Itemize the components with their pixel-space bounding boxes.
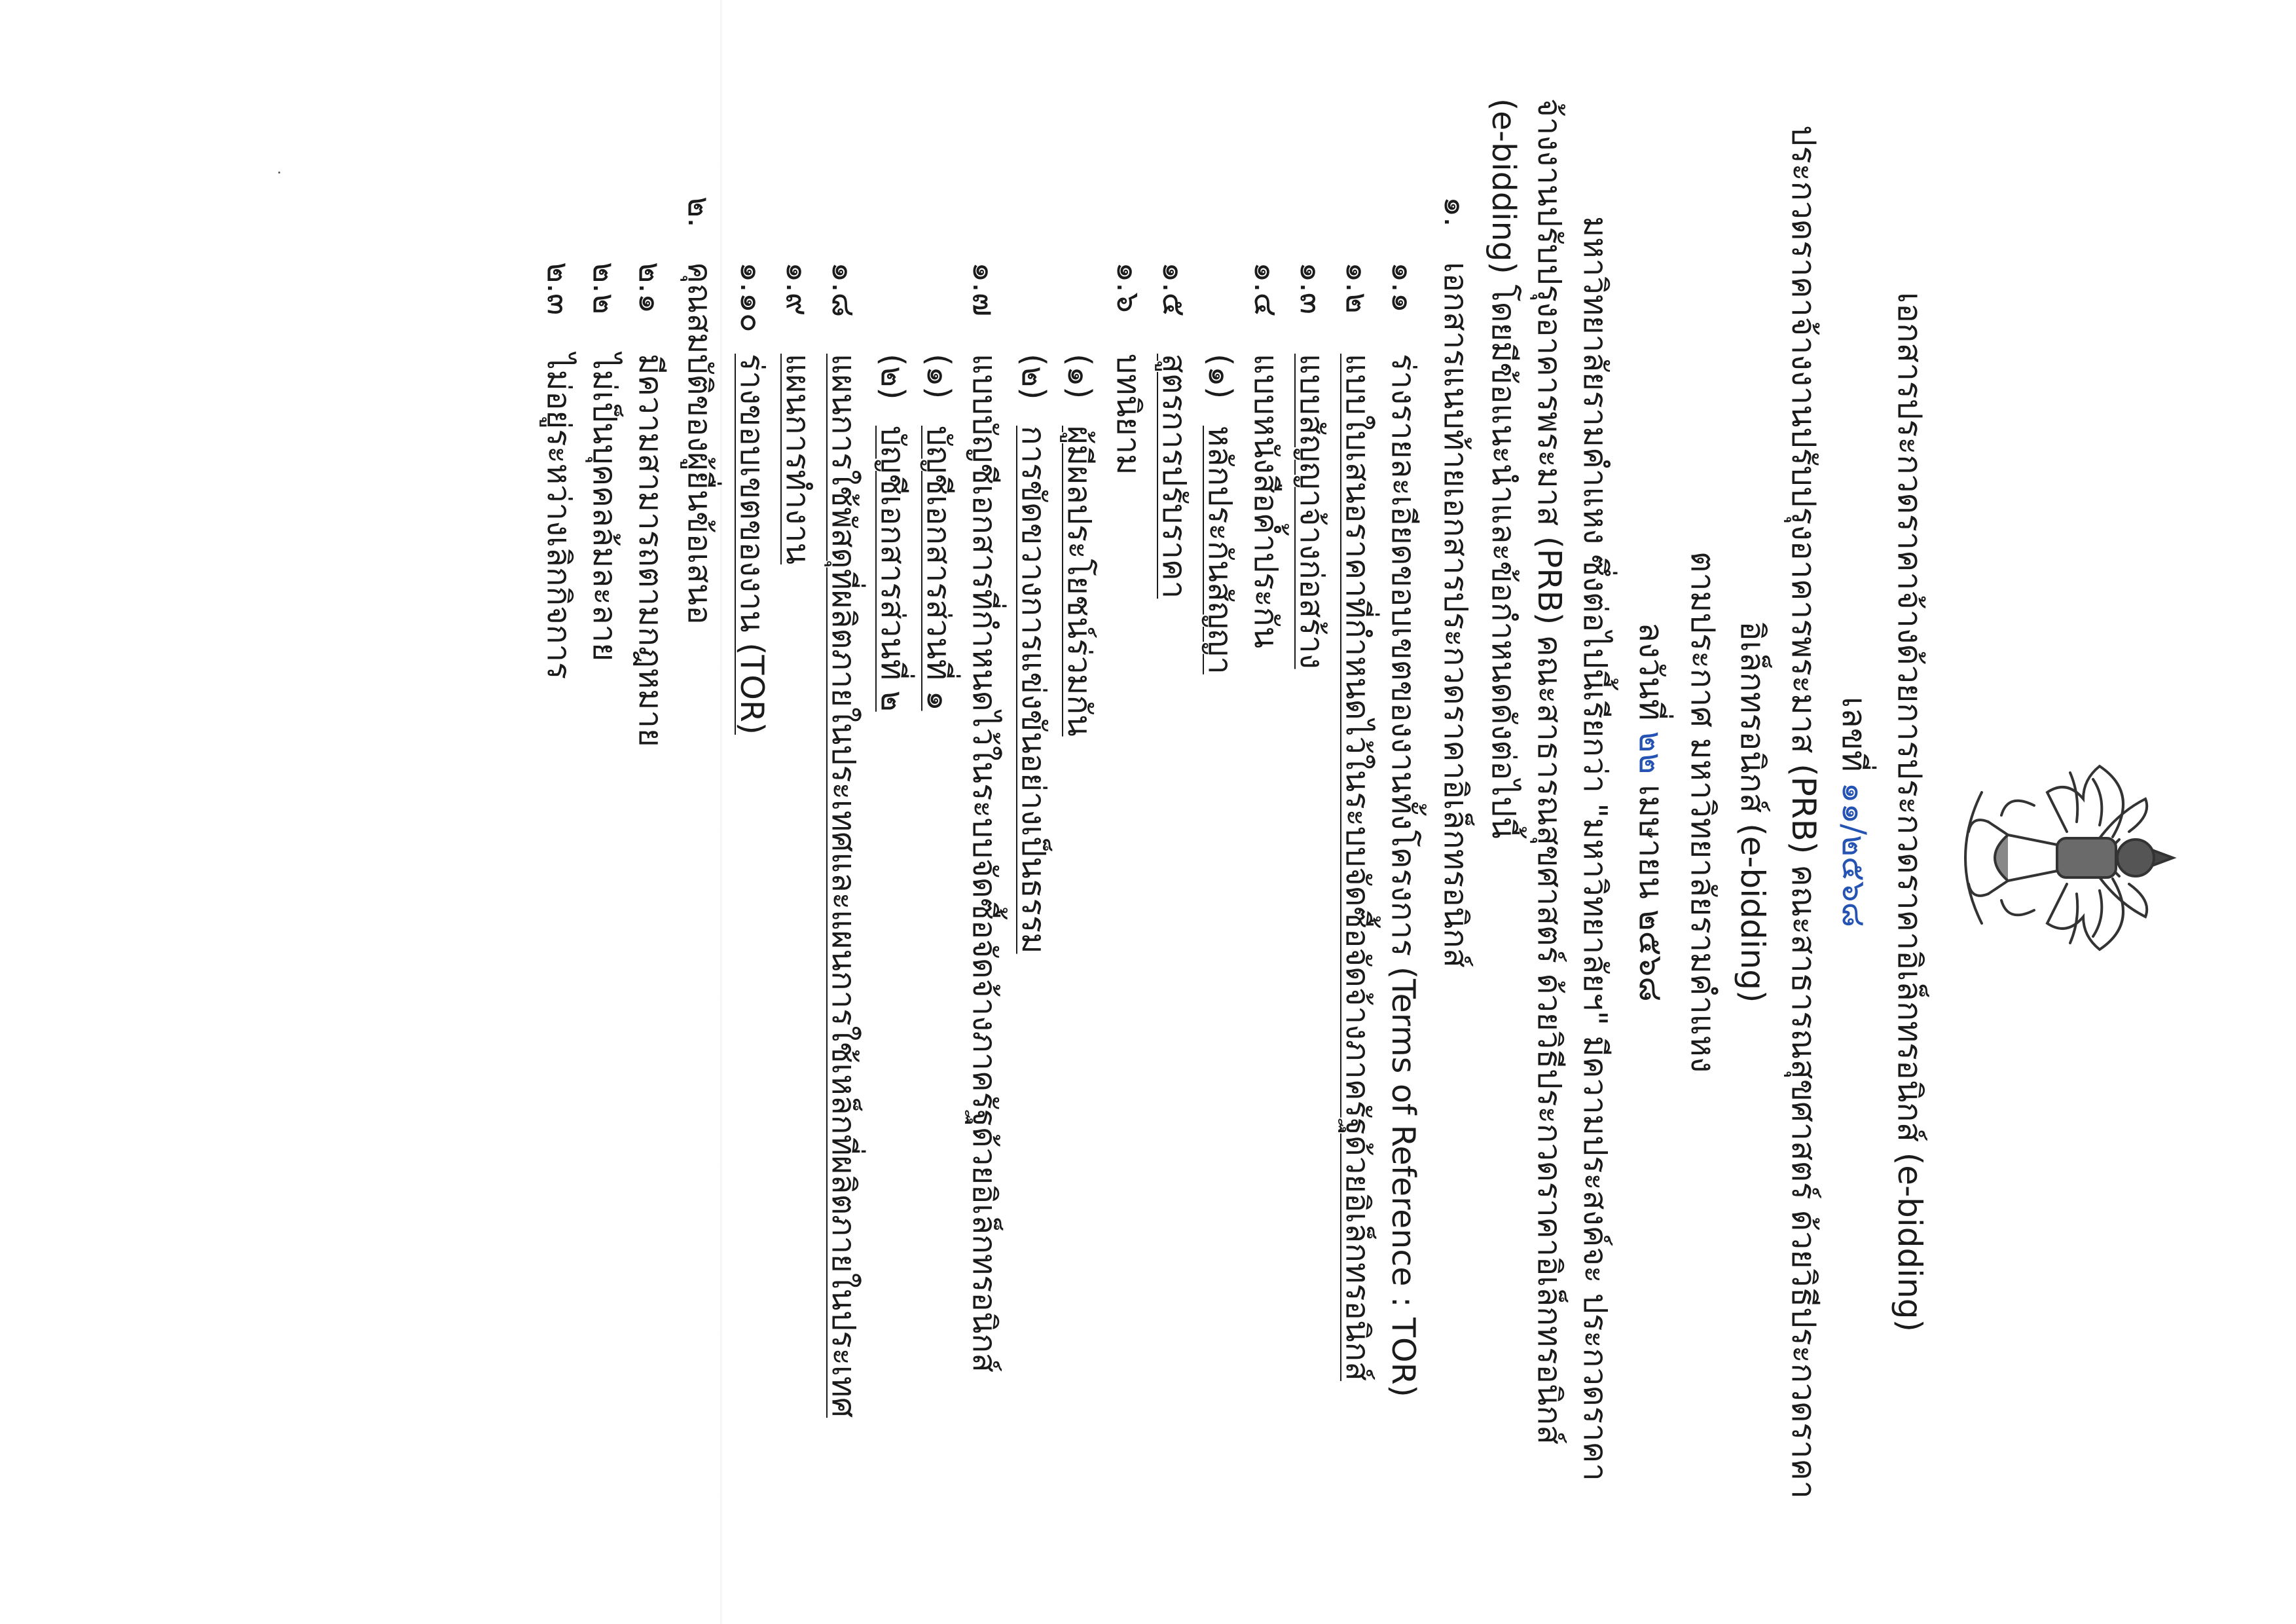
list-item: ๑.๙แผนการทำงาน	[779, 262, 816, 565]
list-item: (๑)หลักประกันสัญญา	[1201, 354, 1239, 674]
section-1-title: เอกสารแนบท้ายเอกสารประกวดราคาอิเล็กทรอนิกส์	[1437, 262, 1474, 968]
date-month-year: เมษายน ๒๕๖๘	[1632, 784, 1670, 1002]
list-item: ๑.๓แบบสัญญาจ้างก่อสร้าง	[1293, 262, 1330, 669]
intro-line-2: จ้างงานปรับปรุงอาคารพระมาส (PRB) คณะสาธารณสุขศาสตร์ ด้วยวิธีประกวดราคาอิเล็กทรอนิกส์	[1531, 98, 1568, 1445]
garuda-emblem-icon	[1949, 753, 2198, 963]
list-item: (๑)บัญชีเอกสารส่วนที่ ๑	[920, 354, 957, 711]
section-2-title: คุณสมบัติของผู้ยื่นข้อเสนอ	[681, 262, 718, 625]
date-label: ลงวันที่	[1632, 622, 1670, 721]
list-item: ๑.๗แบบบัญชีเอกสารที่กำหนดไว้ในระบบจัดซื้อจัดจ้างภาครัฐด้วยอิเล็กทรอนิกส์	[966, 262, 1003, 1373]
date-line	[1631, 0, 1671, 1624]
number-label: เลขที่	[1835, 696, 1873, 772]
intro-line-1: มหาวิทยาลัยรามคำแหง ซึ่งต่อไปนี้เรียกว่า "มหาวิทยาลัยฯ" มีความประสงค์จะ ประกวดราคา	[1576, 216, 1614, 1481]
list-item: (๒)การขัดขวางการแข่งขันอย่างเป็นธรรม	[1015, 354, 1052, 954]
section-2-number: ๒.	[681, 196, 718, 228]
list-item: (๑)ผู้มีผลประโยชน์ร่วมกัน	[1061, 354, 1098, 737]
list-item: ๒.๓ไม่อยู่ระหว่างเลิกกิจการ	[540, 262, 577, 680]
document-number-line	[1834, 0, 1874, 1624]
document-title: เอกสารประกวดราคาจ้างด้วยการประกวดราคาอิเล็กทรอนิกส์ (e-bidding)	[1891, 291, 1929, 1333]
section-1-number: ๑.	[1437, 196, 1474, 227]
list-item: ๒.๒ไม่เป็นบุคคลล้มละลาย	[586, 262, 623, 661]
list-item: (๒)บัญชีเอกสารส่วนที่ ๒	[874, 354, 911, 712]
list-item: ๑.๑๐ร่างขอบเขตของงาน (TOR)	[733, 262, 771, 735]
intro-line-3: (e-bidding) โดยมีข้อแนะนำและข้อกำหนดดังต่อไปนี้	[1485, 98, 1522, 839]
number-value: ๑๑/๒๕๖๘	[1835, 782, 1873, 928]
list-item: ๑.๘แผนการใช้พัสดุที่ผลิตภายในประเทศและแผนการใช้เหล็กที่ผลิตภายในประเทศ	[825, 262, 862, 1418]
list-item: ๑.๔แบบหนังสือค้ำประกัน	[1247, 262, 1285, 649]
list-item: ๑.๒แบบใบเสนอราคาที่กำหนดไว้ในระบบจัดซื้อจัดจ้างภาครัฐด้วยอิเล็กทรอนิกส์	[1339, 262, 1376, 1381]
list-item: ๑.๑ร่างรายละเอียดขอบเขตของงานทั้งโครงการ (Terms of Reference : TOR)	[1385, 262, 1422, 1397]
list-item: ๒.๑มีความสามารถตามกฎหมาย	[632, 262, 669, 747]
list-item: ๑.๕สูตรการปรับราคา	[1156, 262, 1193, 599]
date-day: ๒๒	[1632, 731, 1670, 775]
subject-line-1: ประกวดราคาจ้างงานปรับปรุงอาคารพระมาส (PRB) คณะสาธารณสุขศาสตร์ ด้วยวิธีประกวดราคา	[1785, 125, 1823, 1499]
announce-line: ตามประกาศ มหาวิทยาลัยรามคำแหง	[1684, 551, 1722, 1073]
list-item: ๑.๖บทนิยาม	[1110, 262, 1147, 475]
subject-line-2: อิเล็กทรอนิกส์ (e-bidding)	[1734, 621, 1772, 1003]
